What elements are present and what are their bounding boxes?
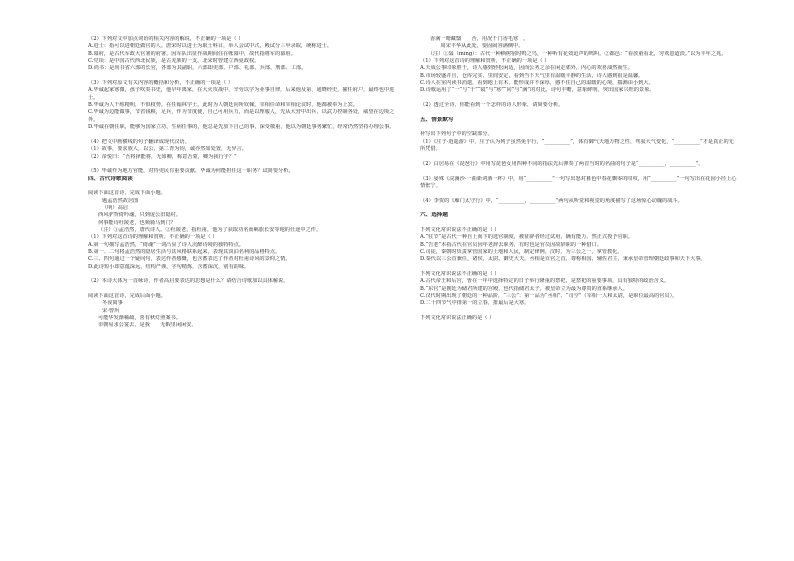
poem-line: 可能华发渐稀疏，喜有秋灯照案书。 xyxy=(98,315,182,322)
option-b: B.第一、二句将孟浩然的隐居生活与其风格联系起来，表现其淡泊名利的品格特点。 xyxy=(88,248,281,255)
fill-blank-item: （3）晏殊《浣溪沙·一曲新词酒一杯》中，用“__________”一句写出怒对暮色中春花飘零的叹叹，用“__________”一句写出在花园小径上心情怅宁。 xyxy=(420,175,737,189)
section-intro: 阅读下面这首诗，完成后面小题。 xyxy=(88,293,166,300)
option-a: A.进士：指可以进朝廷做官的人。唐宋时以进士为取士科目，举人会试中式，殿试分三甲录取，统称进士。 xyxy=(88,43,333,50)
option-d: D.此诗短小却意蕴深远，结构严谨，字句精炼，含蓄深沉，别有韵味。 xyxy=(88,263,250,270)
option-b: B.“东官”是朝廷为储君所建的宫殿，也代指储君太子，被皇帝立为最为尊贵的直系继承人。 xyxy=(420,285,628,292)
poem-note: （注）①枭（míng）：古代一种栖树宿时鸣之鸟，一种听有花效迫声的鸣叫。②都邑：“看放童看北，穷欢恩道淡。”以为丰年之兆。 xyxy=(420,50,727,57)
question-stem: （4）把文中画横线的句子翻译成现代汉语。 xyxy=(88,138,190,145)
fill-blank-item: （1）《庄子·逍遥游》中，庄子认为列子虽然免乎行，“__________”，体有御气天地万物之性，驾驭大气变化，“__________”才是真正的无所凭借。 xyxy=(420,138,734,153)
option-a: A.毕诚起家寒微，孩子吹奏书史，他早年离家，在大火攻战中，辛劳以学为业事自律，后来他及第，通晓经史，擢任府户，最终也中进士。 xyxy=(88,87,395,101)
option-b: B.幕府，是古代军政大官署的府署，因军队出征作战期间住在帐幕中，故代指将军的幕府。 xyxy=(88,50,296,57)
option-a: A.古代帝王和后宫，皆在一年中选择特定的日子举行隆重的祭祀，是祭祀的重要事项，具有独特的政治含义。 xyxy=(420,278,670,285)
option-a: A.天成公事印象胜于，诗人感到轻松闲适，因而公务之余在闲走郊外，内心的欢喜油然而生。 xyxy=(420,65,633,72)
section-intro: 补写出下列句子中的空缺部分。 xyxy=(420,131,493,138)
poem-author: （明）高启 xyxy=(102,204,128,211)
option-d: D.二十四节气中排第一的立春，排最后是大寒。 xyxy=(420,300,530,307)
poem-line: 周宋丰华从此处，要固闹容满侧中。 xyxy=(430,43,524,50)
option-d: D.秦代以三公首兼任，诸侯，太尉、御史大夫。丞相是百官之首，尊称相国，辅佐君主，秉承皇帝管理朝廷政事和天下大事。 xyxy=(420,256,706,263)
option-d: D.毕诚在朝任职，能够为国家立功，生病任事的，他总是先放下自己的事，深受敬重，他以为朝廷事务繁忙，经常仍然坚持办理公事。 xyxy=(88,124,395,131)
option-c: C.司徒，秦朝时负责掌管国家的土地和人民，制定律例。汉时，为三公之一，掌管教化。 xyxy=(420,248,623,255)
option-d: D.尚书：是尚书省六部的长官，各部为其副职，六部即吏部、户部、礼部、兵部、刑部、工部。 xyxy=(88,65,307,72)
option-d: D.诗歌运用了“一”与“千”“镜”与“寒”“同”与“满”的对比，诗句丰赡，意象鲜明，突出国家兴旺的景象。 xyxy=(420,87,655,94)
right-column xyxy=(420,36,738,322)
poem-title: 冬夜寓事 xyxy=(102,300,123,307)
poem-line: 市朝易求公宴去，是我 无暇里闲闲安。 xyxy=(98,322,197,329)
option-b: B.毕诚为人干练精明，不惧权势。在任翰林学士，此时为人朝廷向所钦佩，宰相任命和宰相论议时，他都被奉为上宾。 xyxy=(88,102,359,109)
question-stem: （2）下列对文中加点词语的相关内容的解说，不正确的一项是（ ） xyxy=(88,36,244,42)
question-stem: 下列文化常识说法不正确的是（ ） xyxy=(420,271,500,277)
section-title: 六、选择题 xyxy=(420,212,448,219)
poem-title: 题孟浩然故居图 xyxy=(102,197,139,204)
section-intro: 阅读下面这首诗，完成下面小题。 xyxy=(88,190,166,197)
left-column xyxy=(88,36,404,330)
option-a: A.第一句描写孟浩然，“倚魂”一词凸显了诗人沉醉诗境的独特特点。 xyxy=(88,241,244,248)
section-title: 五、情景默写 xyxy=(420,116,454,123)
question-stem: （2）本诗大体为一首咏诗，作者高启要表达的思想是什么？请结合诗歌加以具体解说。 xyxy=(88,278,289,285)
question-stem: （1）下列对这首诗的理解和赏析，不正确的一项是（ ） xyxy=(420,58,550,65)
fill-blank-item: （2）白居易在《琵琶行》中用写琵琶女用四种不同的指法先后弹奏了两首当时的名曲的句子是“__________，__________”。 xyxy=(420,160,704,167)
option-b: B.“告老”本指古代在官员因年老辞去职务，有时也是官员因故辞职的一种借口。 xyxy=(420,241,602,248)
poem-line: 西风驴背倚吟魂，只到庞公旧隐村。 xyxy=(98,212,182,219)
option-b: B.市场较盛并且，仓库完实、里闾安定，看到当下天气里有温暖平静的生活，诗人感到很是温馨。 xyxy=(420,72,644,79)
poem-line: 香满一晴藏翳 否，用况千门香毛寒 。 xyxy=(430,36,529,42)
translation-line: （1）故事，要求族人，以公、第二青为钧，诚亦然如处置，无异言。 xyxy=(88,146,247,153)
question-stem: （5）毕诚作为地方官能，对待吏民有重要贡献，毕诚为何能担任这一职务？试简要分析。 xyxy=(88,168,294,175)
question-stem: 下列文化常识说法正确的是（ ） xyxy=(420,315,495,322)
option-c: C.三、四句通过一个疑问句，表达作者感慨，也含蓄表达了作者对杜甫诗风的景仰之情。 xyxy=(88,256,291,263)
fill-blank-item: （4）李贺的《雁门太守行》中，“__________，__________”两句从听觉和视觉的角度描写了这场惊心动魄的战斗。 xyxy=(420,197,683,204)
translation-line: （2）帝悦曰：“吾将择能将，无如卿，称意吾蒙，卿为我行乎？” xyxy=(88,153,237,160)
option-c: C.诗人在室内读书消遣，看到地上有木，能形成并不深厚，感不住自己的温暖的心境，揣测由小到大。 xyxy=(420,80,654,87)
option-c: C.党项：是中国古代西北民族，是古羌族的一支，北宋时曾建立西夏政权。 xyxy=(88,58,260,65)
option-a: A.“驻节”是古代一种自上而下的选官制度，被征辟者经过试用，确有能力，然正式授予官职。 xyxy=(420,234,634,241)
option-c: C.毕诚为边能做事，节省钱粮，足兵，作为节度使，自己可用兵力，而是以理服人，先从大营中出兵，以武力控制各处，威望在边境之外。 xyxy=(88,109,395,123)
option-c: C.汉代时期出现了朝廷的一种品阶，“三公”：第一品为“丞相”、“司空”（宰相一人和太尉，是职位最高的官员）。 xyxy=(420,293,678,300)
poem-line: 何事能诗杜陵老，也频骑马到门？ xyxy=(98,219,176,226)
question-stem: 下列文化常识说法不正确的是（ ） xyxy=(420,226,500,233)
poem-note: （注）①孟浩然，唐代诗人。②杜陵老，指杜甫，他为了获取功名而羁旅长安等地的仕途中之作。 xyxy=(98,226,322,233)
question-stem: （2）透过全诗，你能看到一个怎样的诗人形象，请简要分析。 xyxy=(420,102,564,109)
question-stem: （3）下列对原文有关内容的概括和分析，不正确的一项是（ ） xyxy=(88,80,234,87)
poem-author: 宋·曾巩 xyxy=(102,307,120,314)
section-title: 四、古代诗歌阅读 xyxy=(88,175,133,182)
question-stem: （1）下列对这首诗的理解和赏析，不正确的一项是（ ） xyxy=(88,234,218,241)
